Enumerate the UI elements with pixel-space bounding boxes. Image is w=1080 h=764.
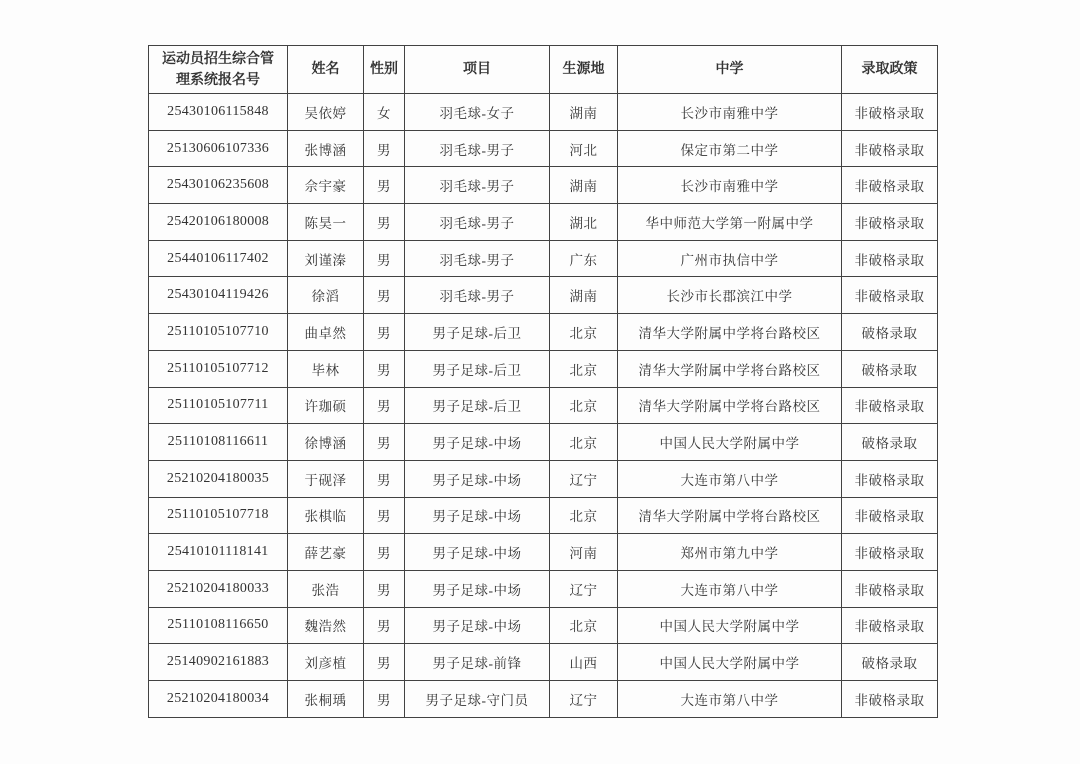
table-row [149,460,938,497]
cell-reg_no: 25210204180035 [149,460,288,497]
cell-policy: 非破格录取 [842,204,938,241]
cell-policy: 非破格录取 [842,534,938,571]
athlete-admission-table [148,45,938,718]
cell-origin: 北京 [550,607,618,644]
cell-reg_no: 25440106117402 [149,240,288,277]
cell-name: 徐滔 [288,277,364,314]
cell-gender: 男 [364,130,405,167]
cell-origin: 河北 [550,130,618,167]
cell-name: 许珈硕 [288,387,364,424]
cell-policy: 非破格录取 [842,240,938,277]
cell-gender: 男 [364,497,405,534]
cell-policy: 破格录取 [842,644,938,681]
cell-name: 张博涵 [288,130,364,167]
cell-school: 清华大学附属中学将台路校区 [618,497,842,534]
cell-reg_no: 25410101118141 [149,534,288,571]
cell-reg_no: 25110105107712 [149,350,288,387]
cell-origin: 北京 [550,387,618,424]
cell-name: 张棋临 [288,497,364,534]
cell-reg_no: 25430104119426 [149,277,288,314]
cell-gender: 男 [364,204,405,241]
cell-policy: 非破格录取 [842,167,938,204]
cell-event: 羽毛球-男子 [405,277,550,314]
cell-school: 长沙市长郡滨江中学 [618,277,842,314]
cell-reg_no: 25130606107336 [149,130,288,167]
cell-name: 徐博涵 [288,424,364,461]
cell-policy: 非破格录取 [842,570,938,607]
cell-gender: 男 [364,277,405,314]
cell-name: 张浩 [288,570,364,607]
cell-name: 张桐瑀 [288,681,364,718]
cell-policy: 非破格录取 [842,94,938,131]
cell-school: 长沙市南雅中学 [618,167,842,204]
cell-event: 羽毛球-女子 [405,94,550,131]
cell-gender: 男 [364,240,405,277]
cell-school: 清华大学附属中学将台路校区 [618,387,842,424]
cell-event: 男子足球-后卫 [405,350,550,387]
cell-event: 羽毛球-男子 [405,204,550,241]
cell-name: 毕林 [288,350,364,387]
cell-school: 广州市执信中学 [618,240,842,277]
cell-name: 魏浩然 [288,607,364,644]
cell-school: 清华大学附属中学将台路校区 [618,314,842,351]
cell-gender: 男 [364,534,405,571]
cell-school: 大连市第八中学 [618,681,842,718]
cell-policy: 非破格录取 [842,497,938,534]
cell-name: 曲卓然 [288,314,364,351]
cell-school: 大连市第八中学 [618,460,842,497]
cell-event: 男子足球-后卫 [405,387,550,424]
cell-policy: 非破格录取 [842,277,938,314]
cell-school: 保定市第二中学 [618,130,842,167]
cell-origin: 湖南 [550,94,618,131]
cell-gender: 男 [364,681,405,718]
table-row [149,277,938,314]
cell-policy: 破格录取 [842,424,938,461]
cell-gender: 男 [364,350,405,387]
cell-school: 清华大学附属中学将台路校区 [618,350,842,387]
cell-origin: 辽宁 [550,570,618,607]
cell-policy: 非破格录取 [842,607,938,644]
table-row [149,644,938,681]
cell-policy: 破格录取 [842,350,938,387]
cell-policy: 非破格录取 [842,387,938,424]
cell-event: 男子足球-前锋 [405,644,550,681]
table-row [149,424,938,461]
cell-origin: 河南 [550,534,618,571]
table-row [149,350,938,387]
cell-reg_no: 25140902161883 [149,644,288,681]
cell-reg_no: 25210204180034 [149,681,288,718]
cell-name: 陈昊一 [288,204,364,241]
cell-origin: 北京 [550,350,618,387]
cell-origin: 湖南 [550,167,618,204]
column-header-reg_no: 运动员招生综合管理系统报名号 [149,46,288,94]
cell-origin: 湖南 [550,277,618,314]
cell-name: 薛艺豪 [288,534,364,571]
cell-name: 吴依婷 [288,94,364,131]
cell-name: 于砚泽 [288,460,364,497]
cell-school: 华中师范大学第一附属中学 [618,204,842,241]
cell-reg_no: 25430106235608 [149,167,288,204]
cell-school: 中国人民大学附属中学 [618,644,842,681]
cell-school: 大连市第八中学 [618,570,842,607]
admission-table-container [148,45,938,718]
column-header-origin: 生源地 [550,46,618,94]
cell-school: 中国人民大学附属中学 [618,607,842,644]
cell-event: 羽毛球-男子 [405,130,550,167]
cell-origin: 湖北 [550,204,618,241]
cell-reg_no: 25110108116611 [149,424,288,461]
column-header-gender: 性别 [364,46,405,94]
table-row [149,94,938,131]
cell-school: 郑州市第九中学 [618,534,842,571]
cell-name: 刘彦植 [288,644,364,681]
column-header-name: 姓名 [288,46,364,94]
table-row [149,130,938,167]
table-row [149,534,938,571]
table-row [149,497,938,534]
cell-school: 中国人民大学附属中学 [618,424,842,461]
cell-reg_no: 25110105107710 [149,314,288,351]
cell-origin: 辽宁 [550,681,618,718]
cell-gender: 男 [364,167,405,204]
cell-event: 男子足球-中场 [405,460,550,497]
cell-origin: 辽宁 [550,460,618,497]
table-row [149,681,938,718]
table-row [149,607,938,644]
cell-event: 男子足球-中场 [405,534,550,571]
table-row [149,167,938,204]
cell-gender: 男 [364,460,405,497]
cell-event: 男子足球-守门员 [405,681,550,718]
cell-reg_no: 25430106115848 [149,94,288,131]
table-row [149,204,938,241]
cell-reg_no: 25110108116650 [149,607,288,644]
cell-reg_no: 25210204180033 [149,570,288,607]
cell-origin: 北京 [550,424,618,461]
cell-event: 羽毛球-男子 [405,167,550,204]
cell-event: 男子足球-中场 [405,497,550,534]
cell-gender: 男 [364,314,405,351]
table-row [149,240,938,277]
cell-origin: 北京 [550,497,618,534]
cell-origin: 广东 [550,240,618,277]
cell-name: 刘谨溱 [288,240,364,277]
cell-reg_no: 25110105107718 [149,497,288,534]
cell-gender: 男 [364,644,405,681]
cell-origin: 山西 [550,644,618,681]
cell-origin: 北京 [550,314,618,351]
cell-reg_no: 25110105107711 [149,387,288,424]
column-header-event: 项目 [405,46,550,94]
cell-policy: 非破格录取 [842,681,938,718]
table-header-row [149,46,938,94]
cell-school: 长沙市南雅中学 [618,94,842,131]
cell-event: 男子足球-中场 [405,607,550,644]
column-header-policy: 录取政策 [842,46,938,94]
table-row [149,314,938,351]
cell-gender: 男 [364,570,405,607]
cell-policy: 非破格录取 [842,130,938,167]
column-header-school: 中学 [618,46,842,94]
cell-policy: 破格录取 [842,314,938,351]
cell-gender: 男 [364,387,405,424]
cell-gender: 男 [364,424,405,461]
cell-event: 羽毛球-男子 [405,240,550,277]
cell-reg_no: 25420106180008 [149,204,288,241]
cell-event: 男子足球-后卫 [405,314,550,351]
table-row [149,387,938,424]
table-row [149,570,938,607]
cell-gender: 女 [364,94,405,131]
cell-event: 男子足球-中场 [405,570,550,607]
cell-name: 佘宇豪 [288,167,364,204]
cell-policy: 非破格录取 [842,460,938,497]
cell-event: 男子足球-中场 [405,424,550,461]
cell-gender: 男 [364,607,405,644]
